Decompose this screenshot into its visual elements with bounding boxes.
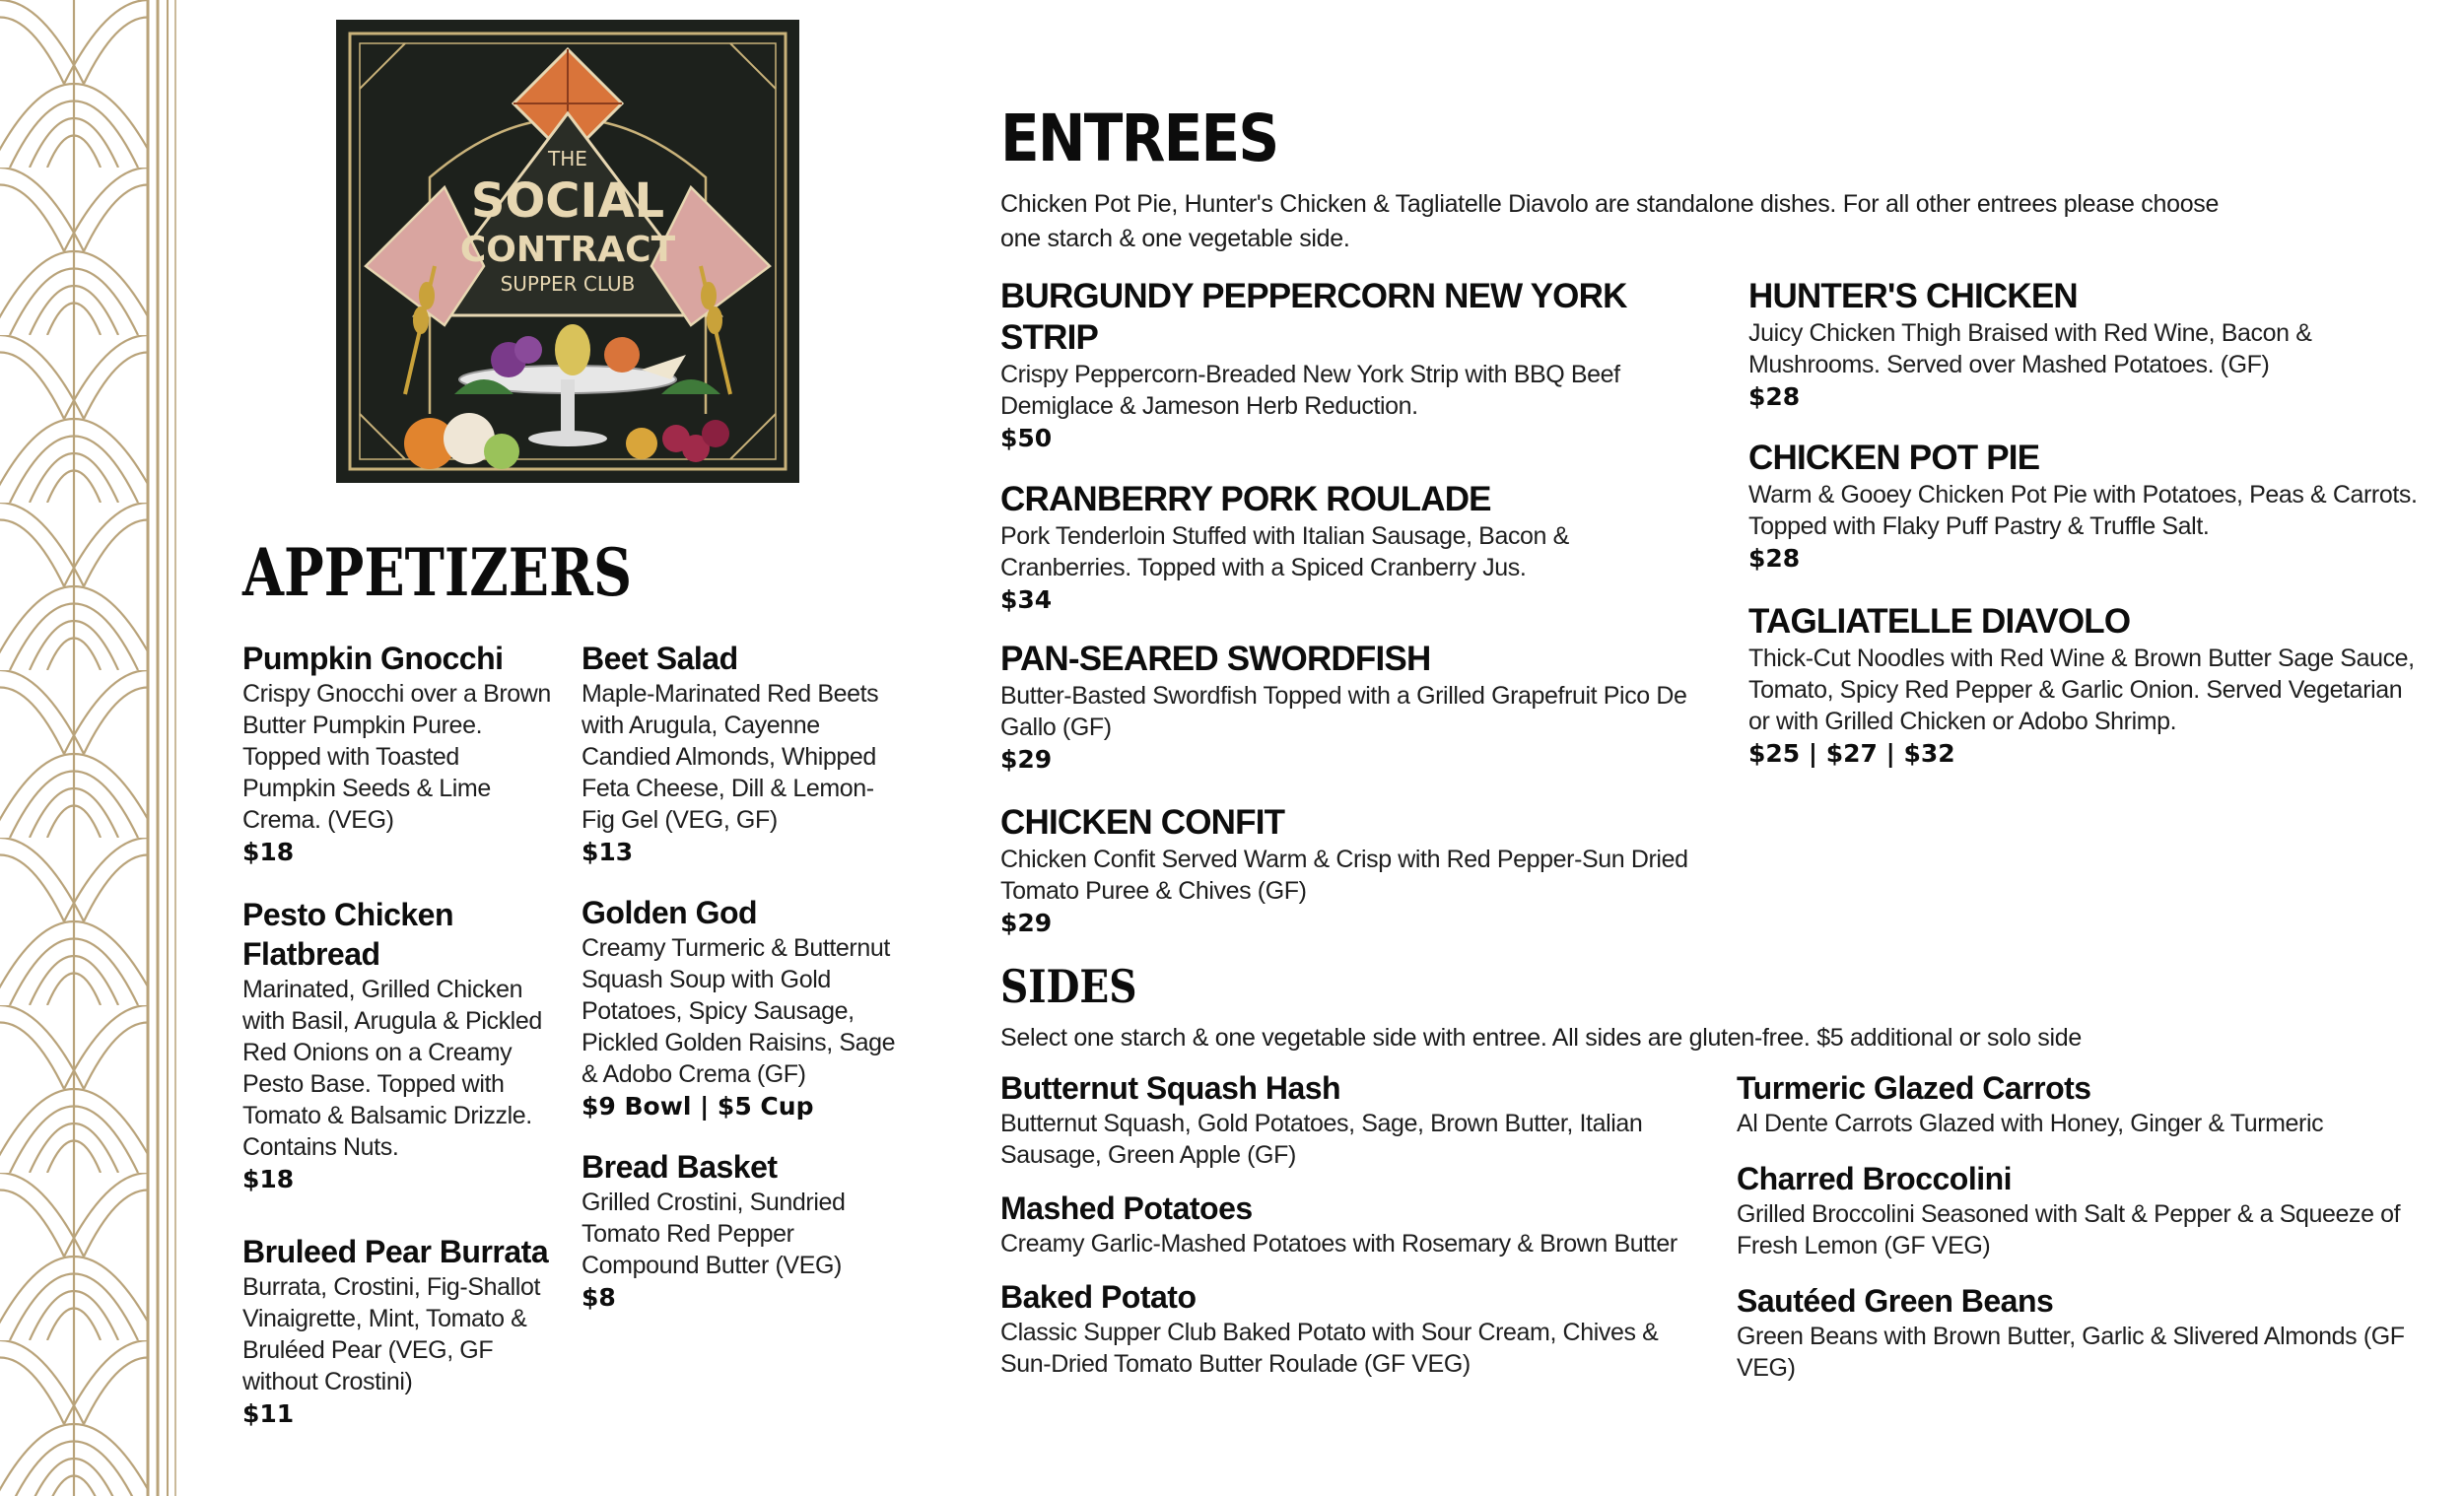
sides-column-1	[1000, 1068, 1690, 1380]
item-description: Pork Tenderloin Stuffed with Italian Sausage, Bacon & Cranberries. Topped with a Spiced Cranberry Jus.	[1000, 522, 1569, 581]
item-name: BURGUNDY PEPPERCORN NEW YORK STRIP	[1000, 277, 1627, 357]
menu-item	[1000, 802, 1690, 940]
entrees-heading: ENTREES	[1000, 101, 1278, 176]
item-name: Beet Salad	[582, 641, 738, 676]
svg-text:SUPPER CLUB: SUPPER CLUB	[500, 272, 636, 296]
item-name: CHICKEN POT PIE	[1748, 439, 2040, 477]
item-price: $8	[582, 1283, 616, 1312]
item-name: HUNTER'S CHICKEN	[1748, 277, 2078, 315]
item-name: Turmeric Glazed Carrots	[1737, 1070, 2091, 1106]
menu-item	[242, 1232, 558, 1431]
item-description: Burrata, Crostini, Fig-Shallot Vinaigrette, Mint, Tomato & Bruléed Pear (VEG, GF without Crostini)	[242, 1273, 541, 1395]
item-description: Al Dente Carrots Glazed with Honey, Ginger & Turmeric	[1737, 1110, 2324, 1137]
item-price: $29	[1000, 745, 1053, 774]
menu-item	[1748, 601, 2419, 771]
item-description: Marinated, Grilled Chicken with Basil, Arugula & Pickled Red Onions on a Creamy Pesto Base. Topped with Tomato & Balsamic Drizzle. Contains Nuts.	[242, 976, 542, 1161]
menu-item	[1748, 276, 2419, 414]
menu-item	[1000, 479, 1690, 617]
item-price: $9 Bowl | $5 Cup	[582, 1092, 814, 1121]
item-price: $25 | $27 | $32	[1748, 739, 1955, 768]
menu-item	[1000, 1068, 1690, 1171]
menu-item	[242, 895, 558, 1196]
sides-column-2	[1737, 1068, 2427, 1384]
social-contract-logo	[336, 20, 799, 483]
item-description: Warm & Gooey Chicken Pot Pie with Potatoes, Peas & Carrots. Topped with Flaky Puff Pastry & Truffle Salt.	[1748, 481, 2418, 540]
menu-item	[1737, 1068, 2427, 1139]
item-price: $28	[1748, 382, 1801, 411]
item-name: PAN-SEARED SWORDFISH	[1000, 640, 1431, 678]
menu-item	[1748, 438, 2419, 576]
item-description: Grilled Crostini, Sundried Tomato Red Pepper Compound Butter (VEG)	[582, 1189, 846, 1279]
item-price: $28	[1748, 544, 1801, 573]
item-price: $50	[1000, 424, 1053, 452]
appetizers-heading: APPETIZERS	[242, 534, 633, 611]
item-description: Juicy Chicken Thigh Braised with Red Wine, Bacon & Mushrooms. Served over Mashed Potatoes. (GF)	[1748, 319, 2312, 378]
menu-item	[582, 639, 907, 869]
item-name: Baked Potato	[1000, 1279, 1197, 1315]
item-price: $18	[242, 1165, 295, 1193]
menu-item	[1000, 639, 1690, 777]
item-name: Pumpkin Gnocchi	[242, 641, 504, 676]
item-name: Sautéed Green Beans	[1737, 1283, 2054, 1319]
item-description: Butter-Basted Swordfish Topped with a Grilled Grapefruit Pico De Gallo (GF)	[1000, 682, 1687, 741]
item-price: $13	[582, 838, 634, 866]
item-description: Chicken Confit Served Warm & Crisp with Red Pepper-Sun Dried Tomato Puree & Chives (GF)	[1000, 846, 1688, 905]
item-description: Classic Supper Club Baked Potato with Sour Cream, Chives & Sun-Dried Tomato Butter Roulade (GF VEG)	[1000, 1319, 1659, 1378]
item-price: $18	[242, 838, 295, 866]
sides-intro: Select one starch & one vegetable side with entree. All sides are gluten-free. $5 additional or solo side	[1000, 1024, 2082, 1052]
item-name: Bread Basket	[582, 1149, 778, 1185]
menu-item	[1000, 1189, 1690, 1259]
item-description: Butternut Squash, Gold Potatoes, Sage, Brown Butter, Italian Sausage, Green Apple (GF)	[1000, 1110, 1643, 1169]
svg-text:THE: THE	[548, 147, 587, 170]
item-price: $34	[1000, 585, 1053, 614]
item-name: Bruleed Pear Burrata	[242, 1234, 549, 1269]
menu-item	[1000, 276, 1690, 455]
item-description: Maple-Marinated Red Beets with Arugula, Cayenne Candied Almonds, Whipped Feta Cheese, Dill & Lemon-Fig Gel (VEG, GF)	[582, 680, 879, 834]
entrees-intro: Chicken Pot Pie, Hunter's Chicken & Tagliatelle Diavolo are standalone dishes. For all other entrees please choose one starch & one vegetable side.	[1000, 190, 2220, 252]
item-name: Butternut Squash Hash	[1000, 1070, 1341, 1106]
item-description: Crispy Gnocchi over a Brown Butter Pumpkin Puree. Topped with Toasted Pumpkin Seeds & Lime Crema. (VEG)	[242, 680, 551, 834]
svg-text:SOCIAL: SOCIAL	[470, 173, 665, 229]
menu-item	[582, 1147, 907, 1315]
item-description: Thick-Cut Noodles with Red Wine & Brown Butter Sage Sauce, Tomato, Spicy Red Pepper & Garlic Onion. Served Vegetarian or with Grilled Chicken or Adobo Shrimp.	[1748, 645, 2415, 735]
item-description: Green Beans with Brown Butter, Garlic & Slivered Almonds (GF VEG)	[1737, 1323, 2405, 1382]
item-name: CRANBERRY PORK ROULADE	[1000, 480, 1491, 518]
menu-item	[242, 639, 558, 869]
item-name: CHICKEN CONFIT	[1000, 803, 1285, 842]
entrees-column-2	[1748, 276, 2419, 771]
item-name: Pesto Chicken Flatbread	[242, 897, 454, 972]
item-description: Creamy Turmeric & Butternut Squash Soup with Gold Potatoes, Spicy Sausage, Pickled Golden Raisins, Sage & Adobo Crema (GF)	[582, 934, 896, 1088]
art-deco-border	[0, 0, 182, 1496]
item-name: TAGLIATELLE DIAVOLO	[1748, 602, 2131, 641]
item-name: Golden God	[582, 895, 758, 930]
sides-heading: SIDES	[1000, 960, 1137, 1013]
appetizers-column-1	[242, 639, 558, 1431]
item-price: $29	[1000, 909, 1053, 937]
item-description: Crispy Peppercorn-Breaded New York Strip with BBQ Beef Demiglace & Jameson Herb Reduction.	[1000, 361, 1620, 420]
menu-item	[1737, 1281, 2427, 1384]
item-description: Grilled Broccolini Seasoned with Salt & Pepper & a Squeeze of Fresh Lemon (GF VEG)	[1737, 1200, 2401, 1259]
item-name: Charred Broccolini	[1737, 1161, 2013, 1196]
item-name: Mashed Potatoes	[1000, 1190, 1253, 1226]
item-description: Creamy Garlic-Mashed Potatoes with Rosemary & Brown Butter	[1000, 1230, 1677, 1258]
menu-item	[1000, 1277, 1690, 1380]
menu-item	[1737, 1159, 2427, 1261]
appetizers-column-2	[582, 639, 907, 1315]
entrees-column-1	[1000, 276, 1690, 940]
menu-item	[582, 893, 907, 1123]
item-price: $11	[242, 1399, 295, 1428]
svg-text:CONTRACT: CONTRACT	[459, 230, 676, 270]
